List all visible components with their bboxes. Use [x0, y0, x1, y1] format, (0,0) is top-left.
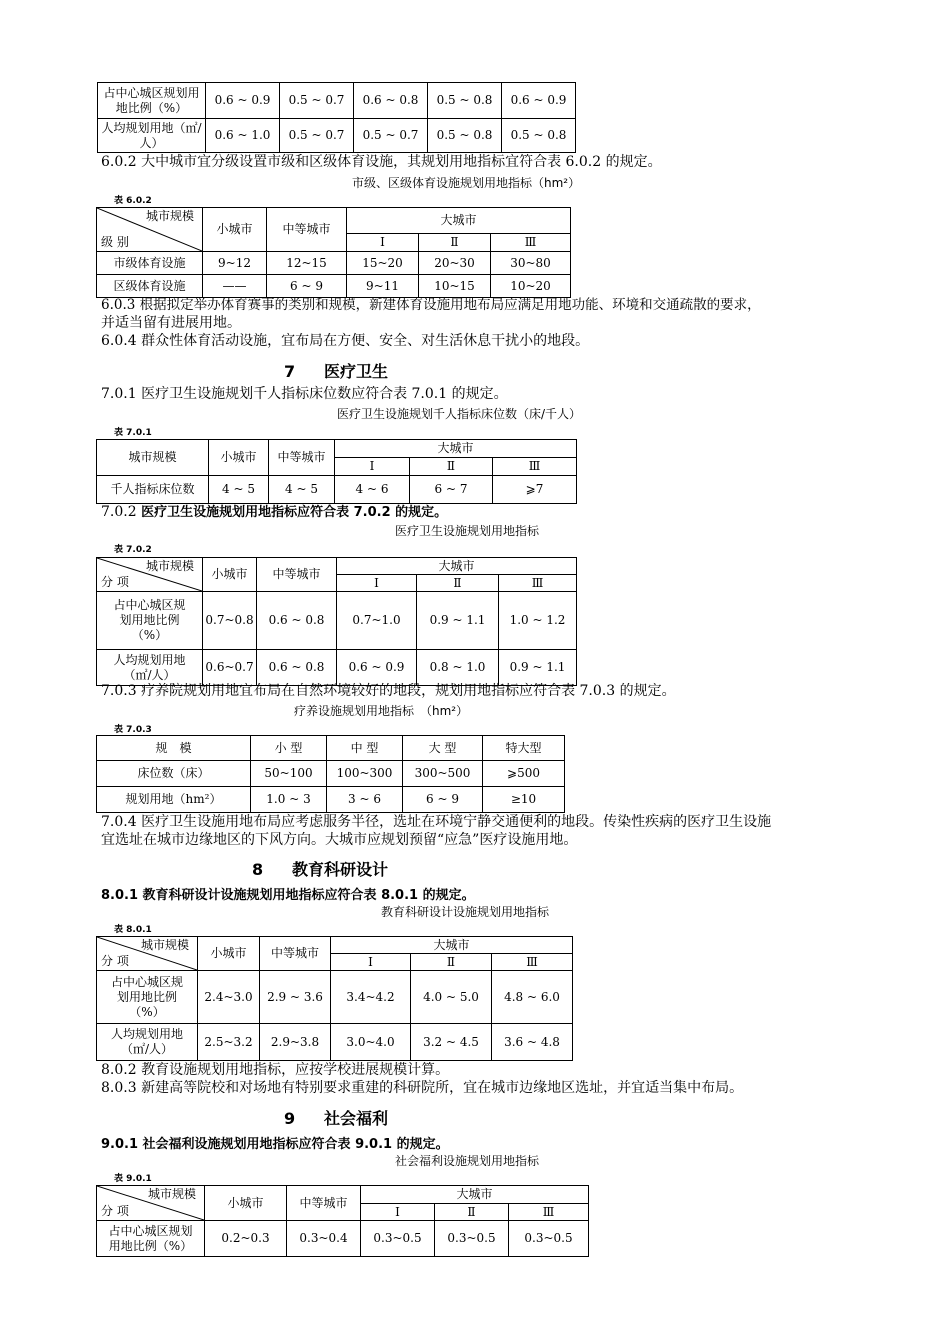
- cell: 0.5 ~ 0.7: [280, 119, 354, 153]
- row-label: 市级体育设施: [97, 252, 203, 275]
- paragraph-7-0-1: 7.0.1 医疗卫生设施规划千人指标床位数应符合表 7.0.1 的规定。: [101, 386, 508, 402]
- table-row: [98, 83, 576, 119]
- cell: 3.0~4.0: [331, 1024, 411, 1061]
- cell: 0.6 ~ 0.8: [354, 83, 428, 119]
- diag-top-label: 城市规模: [140, 938, 189, 952]
- table-row: [97, 650, 577, 686]
- table-caption: 市级、区级体育设施规划用地指标（hm²）: [352, 176, 581, 190]
- section-title: 教育科研设计: [292, 860, 389, 879]
- paragraph-7-0-3: 7.0.3 疗养院规划用地宜布局在自然环境较好的地段，规划用地指标应符合表 7.0.3 的规定。: [101, 683, 676, 699]
- section-title: 医疗卫生: [324, 362, 389, 381]
- cell: 3.2 ~ 4.5: [411, 1024, 492, 1061]
- table-prev-page: [97, 82, 576, 153]
- cell: 0.3~0.5: [435, 1221, 509, 1257]
- table-7-0-2: [96, 557, 577, 686]
- sub-header: Ⅰ: [337, 575, 417, 592]
- cell: 0.2~0.3: [205, 1221, 287, 1257]
- row-label: [97, 592, 203, 650]
- table-number: 表 8.0.1: [114, 925, 152, 935]
- sub-header: Ⅱ: [411, 954, 492, 971]
- col-header: 大城市: [331, 937, 573, 954]
- row-label: 千人指标床位数: [97, 476, 209, 504]
- sub-header: Ⅱ: [419, 234, 491, 252]
- sub-header: Ⅲ: [499, 575, 577, 592]
- cell: 6 ~ 7: [410, 476, 493, 504]
- table-row: [97, 476, 577, 504]
- cell: 0.6 ~ 0.8: [257, 592, 337, 650]
- diagonal-header: [97, 208, 203, 252]
- cell: 6 ~ 9: [403, 787, 483, 813]
- diagonal-header: [97, 1186, 205, 1221]
- cell: 0.5 ~ 0.8: [502, 119, 576, 153]
- cell: 0.6 ~ 1.0: [206, 119, 280, 153]
- table-row: [97, 275, 571, 298]
- cell: 3.4~4.2: [331, 971, 411, 1024]
- cell: 3 ~ 6: [327, 787, 403, 813]
- sub-header: Ⅱ: [435, 1204, 509, 1221]
- table-caption: 教育科研设计设施规划用地指标: [381, 905, 550, 919]
- sub-header: Ⅲ: [492, 954, 573, 971]
- table-number: 表 7.0.1: [114, 428, 152, 438]
- col-header: 大城市: [347, 208, 571, 234]
- col-header: 大城市: [335, 440, 577, 458]
- cell: 50~100: [251, 761, 327, 787]
- cell: 12~15: [267, 252, 347, 275]
- col-header: 中 型: [327, 736, 403, 761]
- cell: 15~20: [347, 252, 419, 275]
- cell: 0.6 ~ 0.9: [502, 83, 576, 119]
- cell: 4 ~ 5: [209, 476, 269, 504]
- diag-top-label: 城市规模: [147, 1187, 196, 1201]
- col-header: 中等城市: [287, 1186, 361, 1221]
- section-heading-7: [284, 359, 388, 382]
- table-row: [97, 787, 565, 813]
- section-heading-8: [252, 857, 388, 880]
- col-header: 小城市: [205, 1186, 287, 1221]
- table-row: [97, 592, 577, 650]
- cell: 0.9 ~ 1.1: [499, 650, 577, 686]
- cell: 0.7~1.0: [337, 592, 417, 650]
- table-number: 表 7.0.2: [114, 545, 152, 555]
- cell: 10~15: [419, 275, 491, 298]
- col-header: 小城市: [203, 558, 257, 592]
- cell: 2.5~3.2: [198, 1024, 260, 1061]
- cell: ⩾500: [483, 761, 565, 787]
- col-header: 城市规模: [97, 440, 209, 476]
- cell: 2.4~3.0: [198, 971, 260, 1024]
- sub-header: Ⅰ: [347, 234, 419, 252]
- table-caption: 社会福利设施规划用地指标: [395, 1154, 540, 1168]
- row-label-line: （%）: [131, 628, 168, 642]
- col-header: 大城市: [337, 558, 577, 575]
- col-header: 小城市: [198, 937, 260, 971]
- cell: 9~11: [347, 275, 419, 298]
- paragraph-7-0-4-cont: 宜选址在城市边缘地区的下风方向。大城市应规划预留“应急”医疗设施用地。: [101, 832, 578, 848]
- paragraph-8-0-2: 8.0.2 教育设施规划用地指标，应按学校进展规模计算。: [101, 1062, 450, 1078]
- row-label: 区级体育设施: [97, 275, 203, 298]
- row-label: [97, 971, 198, 1024]
- row-label-line: 占中心城区规划: [108, 1223, 193, 1238]
- cell: 9~12: [203, 252, 267, 275]
- table-6-0-2: [96, 207, 571, 298]
- paragraph-6-0-2: 6.0.2 大中城市宜分级设置市级和区级体育设施，其规划用地指标宜符合表 6.0.2 的规定。: [101, 154, 662, 170]
- sub-header: Ⅰ: [361, 1204, 435, 1221]
- paragraph-6-0-3: 6.0.3 根据拟定举办体育赛事的类别和规模，新建体育设施用地布局应满足用地功能、环境和交通疏散的要求，: [101, 297, 761, 313]
- cell: 2.9 ~ 3.6: [260, 971, 331, 1024]
- section-title: 社会福利: [324, 1109, 389, 1128]
- section-number: 9: [284, 1109, 296, 1128]
- sub-header: Ⅰ: [331, 954, 411, 971]
- paragraph-8-0-3: 8.0.3 新建高等院校和对场地有特别要求重建的科研院所，宜在城市边缘地区选址，并宜适当集中布局。: [101, 1080, 744, 1096]
- paragraph-7-0-2: [101, 504, 447, 521]
- section-number: 7: [284, 362, 296, 381]
- cell: 20~30: [419, 252, 491, 275]
- col-header: 大 型: [403, 736, 483, 761]
- table-caption: 疗养设施规划用地指标 （hm²）: [294, 704, 469, 718]
- table-caption: 医疗卫生设施规划用地指标: [395, 524, 540, 538]
- row-label-line: 占中心城区规: [113, 598, 186, 612]
- row-label-line: 人均规划用地: [110, 1027, 183, 1041]
- col-header: 中等城市: [260, 937, 331, 971]
- sub-header: Ⅱ: [410, 458, 493, 476]
- cell: 300~500: [403, 761, 483, 787]
- col-header: 特大型: [483, 736, 565, 761]
- table-number: 表 6.0.2: [114, 196, 152, 206]
- paragraph-6-0-3-cont: 并适当留有进展用地。: [101, 315, 241, 331]
- table-row: [97, 1024, 573, 1061]
- paragraph-8-0-1: 8.0.1 教育科研设计设施规划用地指标应符合表 8.0.1 的规定。: [101, 888, 475, 903]
- table-caption: 医疗卫生设施规划千人指标床位数（床/千人）: [337, 407, 582, 421]
- row-label-line: （㎡/人）: [123, 667, 176, 682]
- table-row: [97, 971, 573, 1024]
- col-header: 规 模: [97, 736, 251, 761]
- table-row: [97, 1221, 589, 1257]
- col-header: 小 型: [251, 736, 327, 761]
- table-number: 表 7.0.3: [114, 725, 152, 735]
- row-label: 人均规划用地（㎡/人）: [98, 119, 206, 153]
- row-label-line: 用地比例（%）: [108, 1238, 193, 1253]
- cell: 1.0 ~ 1.2: [499, 592, 577, 650]
- cell: 0.9 ~ 1.1: [417, 592, 499, 650]
- col-header: 小城市: [209, 440, 269, 476]
- col-header: 中等城市: [269, 440, 335, 476]
- cell: 30~80: [491, 252, 571, 275]
- cell: 0.8 ~ 1.0: [417, 650, 499, 686]
- cell: 0.3~0.5: [509, 1221, 589, 1257]
- diag-top-label: 城市规模: [145, 559, 194, 573]
- sub-header: Ⅰ: [335, 458, 410, 476]
- cell: 1.0 ~ 3: [251, 787, 327, 813]
- diag-bottom-label: 级 别: [101, 235, 129, 249]
- section-number: 8: [252, 860, 264, 879]
- table-number: 表 9.0.1: [114, 1174, 152, 1184]
- table-7-0-3: [96, 735, 565, 813]
- cell: 10~20: [491, 275, 571, 298]
- row-label-line: （㎡/人）: [120, 1042, 174, 1056]
- cell: 4.0 ~ 5.0: [411, 971, 492, 1024]
- diag-bottom-label: 分 项: [101, 954, 129, 968]
- col-header: 中等城市: [257, 558, 337, 592]
- cell: 4 ~ 5: [269, 476, 335, 504]
- paragraph-6-0-4: 6.0.4 群众性体育活动设施，宜布局在方便、安全、对生活休息干扰小的地段。: [101, 333, 590, 349]
- cell: 0.5 ~ 0.7: [280, 83, 354, 119]
- row-label: [97, 1221, 205, 1257]
- row-label: [97, 650, 203, 686]
- cell: 3.6 ~ 4.8: [492, 1024, 573, 1061]
- diag-bottom-label: 分 项: [101, 1204, 129, 1218]
- col-header: 中等城市: [267, 208, 347, 252]
- cell: 0.6 ~ 0.9: [206, 83, 280, 119]
- cell: ——: [203, 275, 267, 298]
- paragraph-9-0-1: 9.0.1 社会福利设施规划用地指标应符合表 9.0.1 的规定。: [101, 1137, 449, 1152]
- diag-top-label: 城市规模: [145, 209, 194, 223]
- row-label: 规划用地（hm²）: [97, 787, 251, 813]
- table-7-0-1: [96, 439, 577, 504]
- row-label: 床位数（床）: [97, 761, 251, 787]
- cell: ⩾7: [493, 476, 577, 504]
- table-9-0-1: [96, 1185, 589, 1257]
- diag-bottom-label: 分 项: [101, 575, 129, 589]
- table-row: [97, 252, 571, 275]
- cell: 0.5 ~ 0.8: [428, 119, 502, 153]
- clause-number: 7.0.2: [101, 504, 142, 520]
- diagonal-header: [97, 558, 203, 592]
- sub-header: Ⅱ: [417, 575, 499, 592]
- table-row: [98, 119, 576, 153]
- row-label: [97, 1024, 198, 1061]
- cell: 4.8 ~ 6.0: [492, 971, 573, 1024]
- row-label-line: 划用地比例: [116, 989, 177, 1004]
- cell: 100~300: [327, 761, 403, 787]
- cell: 0.3~0.5: [361, 1221, 435, 1257]
- cell: 0.6 ~ 0.9: [337, 650, 417, 686]
- cell: 0.7~0.8: [203, 592, 257, 650]
- row-label-line: 占中心城区规: [110, 974, 183, 989]
- cell: 2.9~3.8: [260, 1024, 331, 1061]
- cell: 0.6~0.7: [203, 650, 257, 686]
- cell: 0.5 ~ 0.7: [354, 119, 428, 153]
- cell: 0.3~0.4: [287, 1221, 361, 1257]
- cell: 0.6 ~ 0.8: [257, 650, 337, 686]
- clause-text: 医疗卫生设施规划用地指标应符合表 7.0.2 的规定。: [141, 505, 448, 520]
- paragraph-7-0-4: 7.0.4 医疗卫生设施用地布局应考虑服务半径，选址在环境宁静交通便利的地段。传染性疾病的医疗卫生设施: [101, 814, 772, 830]
- cell: 4 ~ 6: [335, 476, 410, 504]
- col-header: 小城市: [203, 208, 267, 252]
- sub-header: Ⅲ: [491, 234, 571, 252]
- row-label: 占中心城区规划用地比例（%）: [98, 83, 206, 119]
- table-row: [97, 761, 565, 787]
- sub-header: Ⅲ: [509, 1204, 589, 1221]
- diagonal-header: [97, 937, 198, 971]
- cell: ≥10: [483, 787, 565, 813]
- section-heading-9: [284, 1106, 388, 1129]
- col-header: 大城市: [361, 1186, 589, 1204]
- cell: 6 ~ 9: [267, 275, 347, 298]
- row-label-line: （%）: [129, 1004, 165, 1019]
- cell: 0.5 ~ 0.8: [428, 83, 502, 119]
- table-8-0-1: [96, 936, 573, 1061]
- sub-header: Ⅲ: [493, 458, 577, 476]
- table-header-row: [97, 736, 565, 761]
- row-label-line: 人均规划用地: [113, 652, 186, 667]
- row-label-line: 划用地比例: [119, 613, 180, 627]
